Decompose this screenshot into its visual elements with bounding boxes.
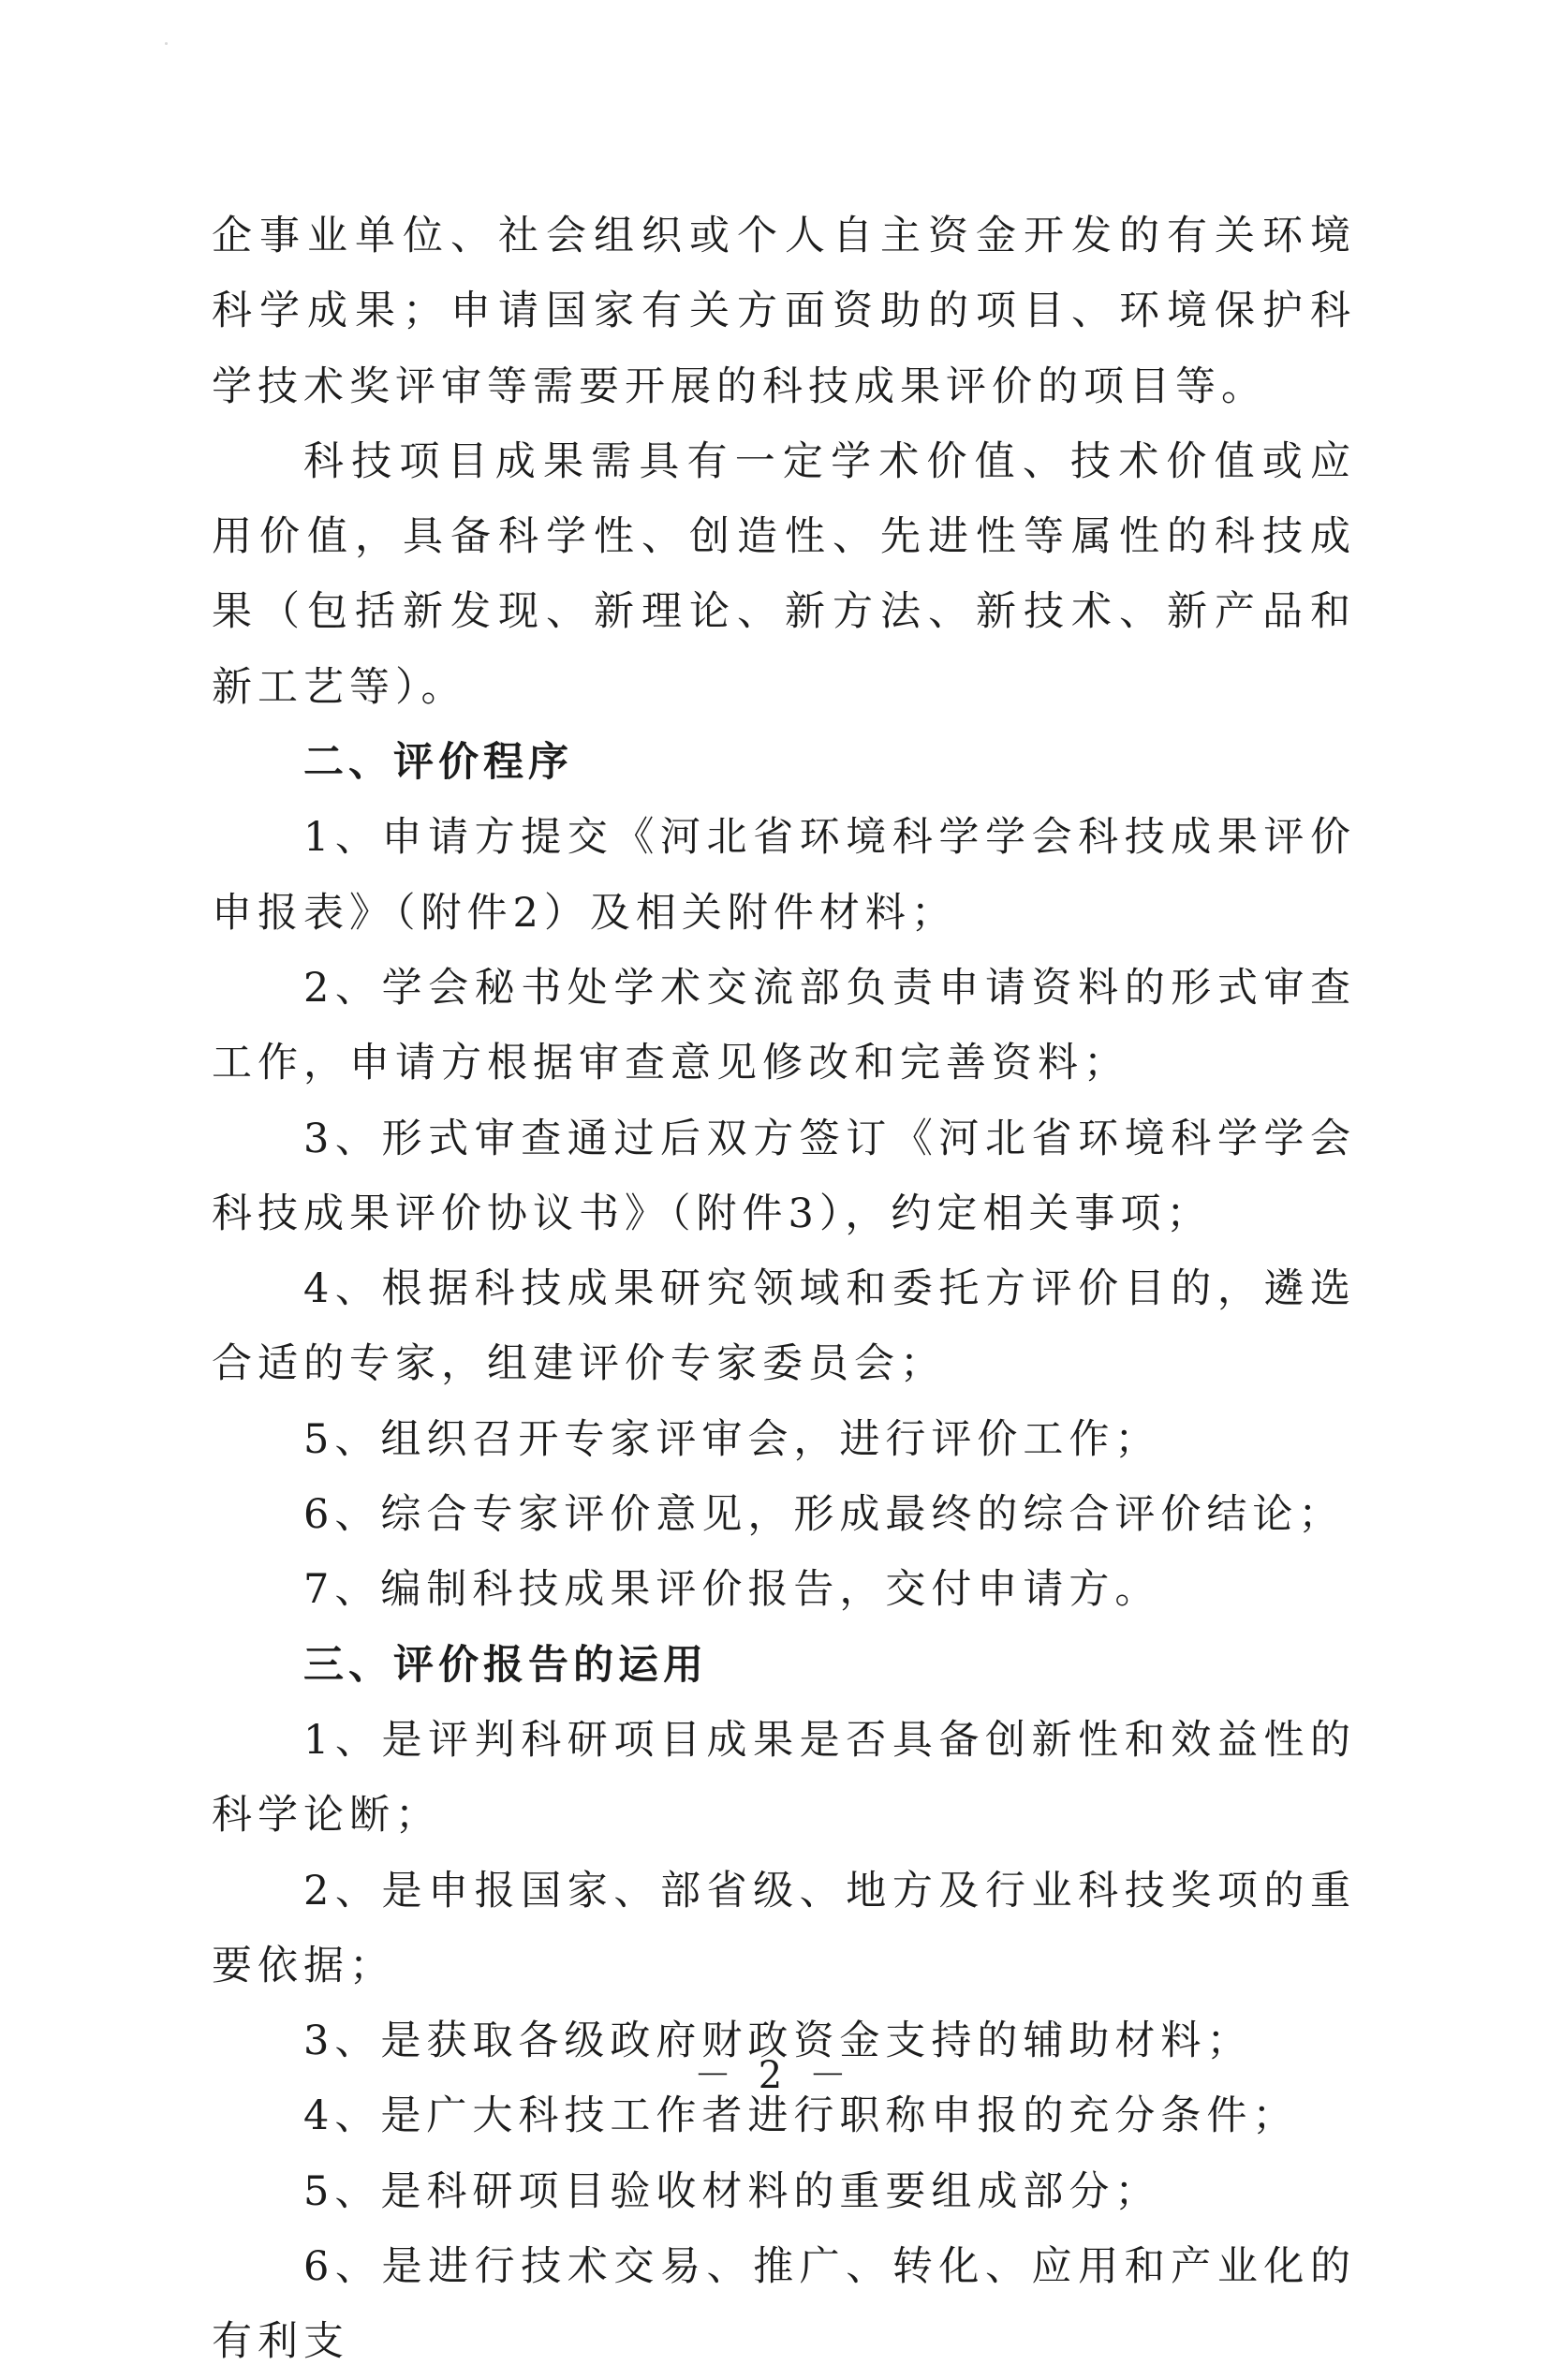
section-heading-report-usage: 三、评价报告的运用 bbox=[303, 1641, 708, 1689]
usage-item-6: 6、是进行技术交易、推广、转化、应用和产业化的有利支 bbox=[212, 2243, 1356, 2366]
procedure-item-5: 5、组织召开专家评审会，进行评价工作； bbox=[303, 1415, 1161, 1463]
paragraph-continuation: 企事业单位、社会组织或个人自主资金开发的有关环境科学成果；申请国家有关方面资助的项目、环境保护科学技术奖评审等需要开展的科技成果评价的项目等。 bbox=[212, 213, 1356, 410]
procedure-item-3: 3、形式审查通过后双方签订《河北省环境科学学会科技成果评价协议书》（附件3），约定相关事项； bbox=[212, 1115, 1356, 1237]
usage-item-3: 3、是获取各级政府财政资金支持的辅助材料； bbox=[303, 2018, 1253, 2065]
paragraph-achievement-requirements: 科技项目成果需具有一定学术价值、技术价值或应用价值，具备科学性、创造性、先进性等属性的科技成果（包括新发现、新理论、新方法、新技术、新产品和新工艺等）。 bbox=[212, 437, 1356, 711]
usage-item-2: 2、是申报国家、部省级、地方及行业科技奖项的重要依据； bbox=[212, 1867, 1356, 1989]
section-heading-evaluation-procedure: 二、评价程序 bbox=[303, 739, 573, 787]
page-number: － 2 － bbox=[694, 2054, 854, 2097]
procedure-item-1: 1、申请方提交《河北省环境科学学会科技成果评价申报表》（附件2）及相关附件材料； bbox=[212, 814, 1356, 937]
procedure-item-6: 6、综合专家评价意见，形成最终的综合评价结论； bbox=[303, 1491, 1345, 1539]
usage-item-4: 4、是广大科技工作者进行职称申报的充分条件； bbox=[303, 2092, 1299, 2140]
usage-item-5: 5、是科研项目验收材料的重要组成部分； bbox=[303, 2167, 1161, 2215]
procedure-item-4: 4、根据科技成果研究领域和委托方评价目的，遴选合适的专家，组建评价专家委员会； bbox=[212, 1265, 1356, 1388]
usage-item-1: 1、是评判科研项目成果是否具备创新性和效益性的科学论断； bbox=[212, 1716, 1356, 1840]
scan-speck bbox=[165, 42, 168, 45]
procedure-item-2: 2、学会秘书处学术交流部负责申请资料的形式审查工作，申请方根据审查意见修改和完善资料； bbox=[212, 964, 1356, 1087]
procedure-item-7: 7、编制科技成果评价报告，交付申请方。 bbox=[303, 1566, 1161, 1614]
